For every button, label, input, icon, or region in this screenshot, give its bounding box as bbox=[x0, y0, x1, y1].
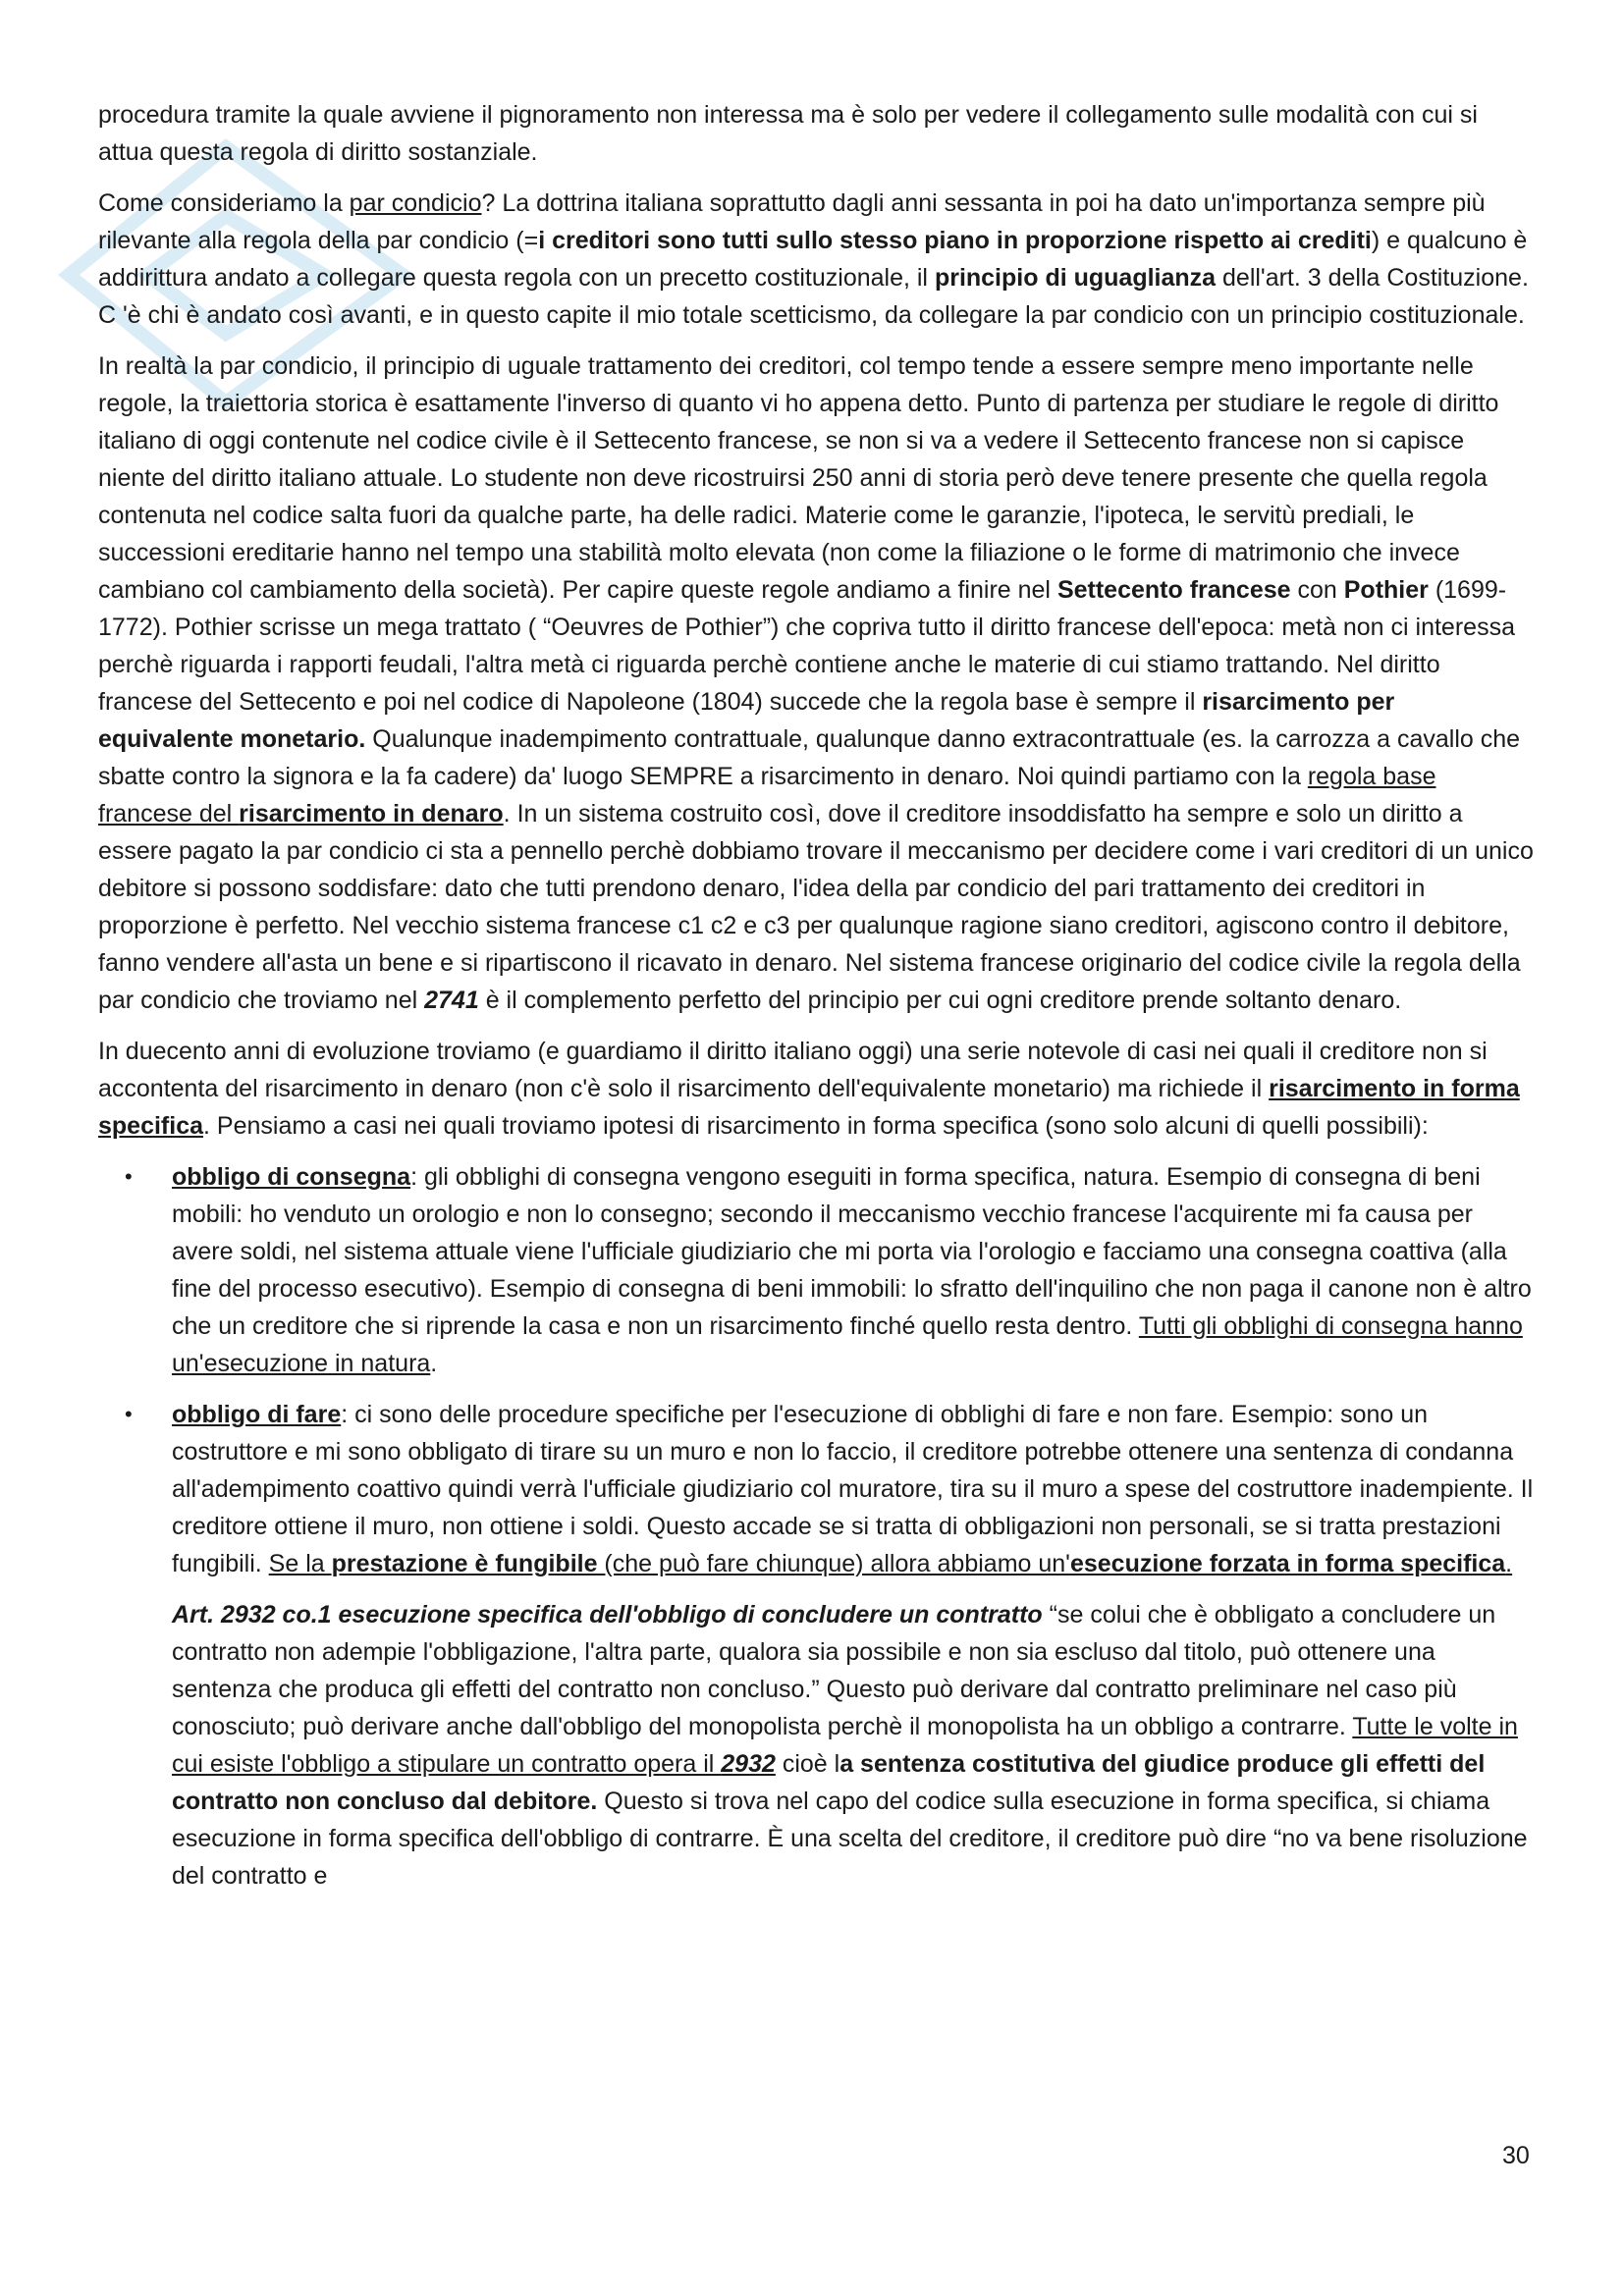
paragraph-3: In realtà la par condicio, il principio di uguale trattamento dei creditori, col tempo tende a essere sempre meno importante nelle regole, la traiettoria storica è esattamente l'inverso di quanto vi ho appena detto. Punto di partenza per studiare le regole di diritto italiano di oggi contenute nel codice civile è il Settecento francese, se non si va a vedere il Settecento francese non si capisce niente del diritto italiano attuale. Lo studente non deve ricostruirsi 250 anni di storia però deve tenere presente che quella regola contenuta nel codice salta fuori da qualche parte, ha delle radici. Materie come le garanzie, l'ipoteca, le servitù prediali, le successioni ereditarie hanno nel tempo una stabilità molto elevata (non come la filiazione o le forme di matrimonio che invece cambiano col cambiamento della società). Per capire queste regole andiamo a finire nel Settecento francese con Pothier (1699-1772). Pothier scrisse un mega trattato ( “Oeuvres de Pothier”) che copriva tutto il diritto francese dell'epoca: metà non ci interessa perchè riguarda i rapporti feudali, l'altra metà ci riguarda perchè contiene anche le materie di cui stiamo trattando. Nel diritto francese del Settecento e poi nel codice di Napoleone (1804) succede che la regola base è sempre il risarcimento per equivalente monetario. Qualunque inadempimento contrattuale, qualunque danno extracontrattuale (es. la carrozza a cavallo che sbatte contro la signora e la fa cadere) da' luogo SEMPRE a risarcimento in denaro. Noi quindi partiamo con la regola base francese del risarcimento in denaro. In un sistema costruito così, dove il creditore insoddisfatto ha sempre e solo un diritto a essere pagato la par condicio ci sta a pennello perchè dobbiamo trovare il meccanismo per decidere come i vari creditori di un unico debitore si possono soddisfare: dato che tutti prendono denaro, l'idea della par condicio del pari trattamento dei creditori in proporzione è perfetto. Nel vecchio sistema francese c1 c2 e c3 per qualunque ragione siano creditori, agiscono contro il debitore, fanno vendere all'asta un bene e si ripartiscono il ricavato in denaro. Nel sistema francese originario del codice civile la regola della par condicio che troviamo nel 2741 è il complemento perfetto del principio per cui ogni creditore prende soltanto denaro. bbox=[98, 352, 1534, 1014]
list-item: • obbligo di consegna: gli obblighi di consegna vengono eseguiti in forma specifica, natura. Esempio di consegna di beni mobili: ho venduto un orologio e non lo consegno; secondo il meccanismo vecchio francese l'acquirente mi fa causa per avere soldi, nel sistema attuale viene l'ufficiale giudiziario che mi porta via l'orologio e facciamo una consegna coattiva (alla fine del processo esecutivo). Esempio di consegna di beni immobili: lo sfratto dell'inquilino che non paga il canone non è altro che un creditore che si riprende la casa e non un risarcimento finché quello resta dentro. Tutti gli obblighi di consegna hanno un'esecuzione in natura. bbox=[98, 1158, 1534, 1382]
document-page bbox=[98, 96, 1534, 1908]
bullet-icon: • bbox=[125, 1164, 133, 1189]
paragraph-4: In duecento anni di evoluzione troviamo (e guardiamo il diritto italiano oggi) una serie notevole di casi nei quali il creditore non si accontenta del risarcimento in denaro (non c'è solo il risarcimento dell'equivalente monetario) ma richiede il risarcimento in forma specifica. Pensiamo a casi nei quali troviamo ipotesi di risarcimento in forma specifica (sono solo alcuni di quelli possibili): bbox=[98, 1038, 1520, 1140]
list-item: • obbligo di fare: ci sono delle procedure specifiche per l'esecuzione di obblighi di fare e non fare. Esempio: sono un costruttore e mi sono obbligato di tirare su un muro e non lo faccio, il creditore potrebbe ottenere una sentenza di condanna all'adempimento coattivo quindi verrà l'ufficiale giudiziario col muratore, tira su il muro a spese del costruttore inadempiente. Il creditore ottiene il muro, non ottiene i soldi. Questo accade se si tratta di obbligazioni non personali, se si tratta prestazioni fungibili. Se la prestazione è fungibile (che può fare chiunque) allora abbiamo un'esecuzione forzata in forma specifica. bbox=[98, 1396, 1534, 1582]
bullet-list bbox=[98, 1158, 1534, 1582]
paragraph-2: Come consideriamo la par condicio? La dottrina italiana soprattutto dagli anni sessanta in poi ha dato un'importanza sempre più rilevante alla regola della par condicio (=i creditori sono tutti sullo stesso piano in proporzione rispetto ai crediti) e qualcuno è addirittura andato a collegare questa regola con un precetto costituzionale, il principio di uguaglianza dell'art. 3 della Costituzione. C 'è chi è andato così avanti, e in questo capite il mio totale scetticismo, da collegare la par condicio con un principio costituzionale. bbox=[98, 189, 1529, 329]
article-2932-paragraph: Art. 2932 co.1 esecuzione specifica dell'obbligo di concludere un contratto “se colui che è obbligato a concludere un contratto non adempie l'obbligazione, l'altra parte, qualora sia possibile e non sia escluso dal titolo, può ottenere una sentenza che produca gli effetti del contratto non concluso.” Questo può derivare dal contratto preliminare nel caso più conosciuto; può derivare anche dall'obbligo del monopolista perchè il monopolista ha un obbligo a contrarre. Tutte le volte in cui esiste l'obbligo a stipulare un contratto opera il 2932 cioè la sentenza costitutiva del giudice produce gli effetti del contratto non concluso dal debitore. Questo si trova nel capo del codice sulla esecuzione in forma specifica, si chiama esecuzione in forma specifica dell'obbligo di contrarre. È una scelta del creditore, il creditore può dire “no va bene risoluzione del contratto e bbox=[172, 1601, 1528, 1890]
paragraph-1: procedura tramite la quale avviene il pignoramento non interessa ma è solo per vedere il collegamento sulle modalità con cui si attua questa regola di diritto sostanziale. bbox=[98, 101, 1478, 166]
bullet-icon: • bbox=[125, 1402, 133, 1426]
page-number: 30 bbox=[1502, 2142, 1530, 2169]
